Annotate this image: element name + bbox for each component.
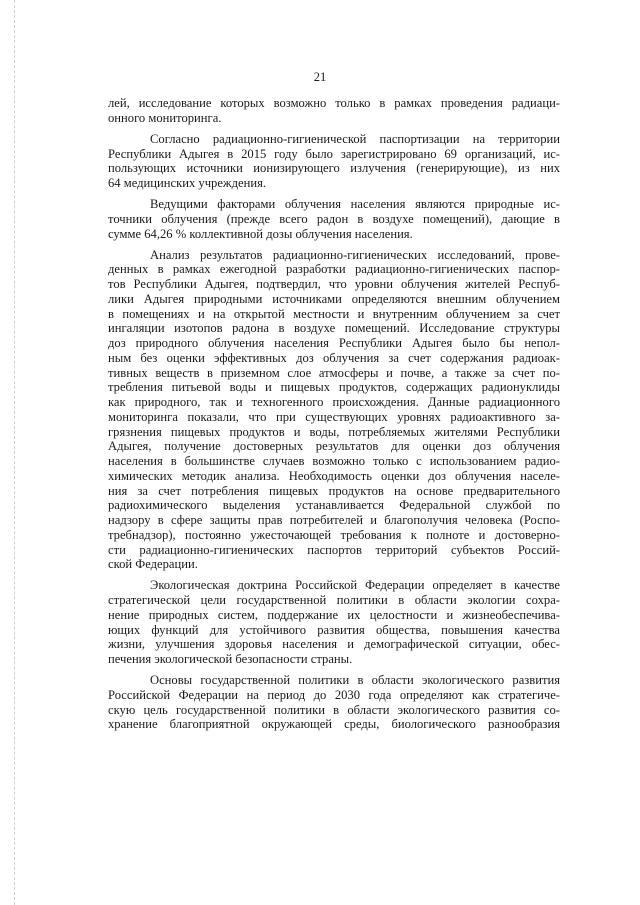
text-line: доз природного облучения населения Республики Адыгея было бы непол- [108,336,560,351]
text-line: Экологическая доктрина Российской Федерации определяет в качестве [150,578,560,593]
text-line: нение природных систем, поддержание их целостности и жизнеобеспечива- [108,607,560,622]
text-line: в помещениях и на открытой местности и внутренним облучением за счет [108,306,560,321]
binding-margin-line [14,0,15,905]
text-line: скую цель государственной политики в области экологического развития со- [108,702,560,717]
text-line: точники облучения (прежде всего радон в воздухе помещений), дающие в [108,211,560,226]
text-line: сти радиационно-гигиенических паспортов территорий субъектов Россий- [108,542,560,557]
text-line: требнадзор), постоянно ужесточающей требования к полноте и достоверно- [108,527,560,542]
text-line: радиохимического выделения устанавливается Федеральной службой по [108,498,560,513]
text-line: лей, исследование которых возможно только в рамках проведения радиаци- [108,96,560,110]
document-body [108,96,560,739]
paragraph [108,248,560,573]
text-line: Ведущими факторами облучения населения являются природные ис- [150,197,560,212]
text-line: ным без оценки эффективных доз облучения за счет содержания радиоак- [108,350,560,365]
paragraph [108,673,560,732]
text-line: ской Федерации. [108,557,198,572]
text-line: тов Республики Адыгея, подтвердил, что уровни облучения жителей Респуб- [108,277,560,292]
text-line: жизни, улучшения здоровья населения и демографической ситуации, обес- [108,637,560,652]
text-line: грязнения пищевых продуктов и воды, потребляемых жителями Республики [108,424,560,439]
text-line: тивных веществ в приземном слое атмосферы и почве, а также за счет по- [108,365,560,380]
text-line: надзору в сфере защиты прав потребителей и благополучия человека (Роспо- [108,513,560,528]
text-line: Республики Адыгея в 2015 году было зарегистрировано 69 организаций, ис- [108,146,560,161]
text-line: Анализ результатов радиационно-гигиенических исследований, прове- [150,247,560,262]
paragraph [108,197,560,241]
paragraph [108,132,560,191]
text-line: мониторинга показали, что при существующих уровнях радиоактивного за- [108,409,560,424]
text-line: Российской Федерации на период до 2030 года определяют как стратегиче- [108,687,560,702]
text-line: как природного, так и техногенного происхождения. Данные радиационного [108,395,560,410]
text-line: сумме 64,26 % коллективной дозы облучения населения. [108,226,413,241]
text-line: ния за счет потребления пищевых продуктов на основе предварительного [108,483,560,498]
paragraph [108,96,560,126]
text-line: Согласно радиационно-гигиенической паспортизации на территории [150,131,560,146]
text-line: стратегической цели государственной политики в области экологии сохра- [108,593,560,608]
text-line: печения экологической безопасности страны. [108,652,353,667]
paragraph [108,578,560,667]
page-number: 21 [313,70,327,84]
text-line: ющих функций для устойчивого развития общества, повышения качества [108,622,560,637]
text-line: требления питьевой воды и пищевых продуктов, содержащих радионуклиды [108,380,560,395]
text-line: онного мониторинга. [108,110,222,125]
text-line: ингаляции изотопов радона в воздухе помещений. Исследование структуры [108,321,560,336]
text-line: лики Адыгея природными источниками определяются внешним облучением [108,291,560,306]
text-line: 64 медицинских учреждения. [108,176,267,191]
text-line: денных в рамках ежегодной разработки радиационно-гигиенических паспор- [108,262,560,277]
text-line: населения в большинстве случаев возможно только с использованием радио- [108,454,560,469]
text-line: химических методик анализа. Необходимость оценки доз облучения населе- [108,468,560,483]
text-line: хранение благоприятной окружающей среды, биологического разнообразия [108,717,560,732]
text-line: Адыгея, получение достоверных результатов для оценки доз облучения [108,439,560,454]
text-line: Основы государственной политики в области экологического развития [150,673,560,688]
text-line: пользующих источники ионизирующего излучения (генерирующие), из них [108,161,560,176]
